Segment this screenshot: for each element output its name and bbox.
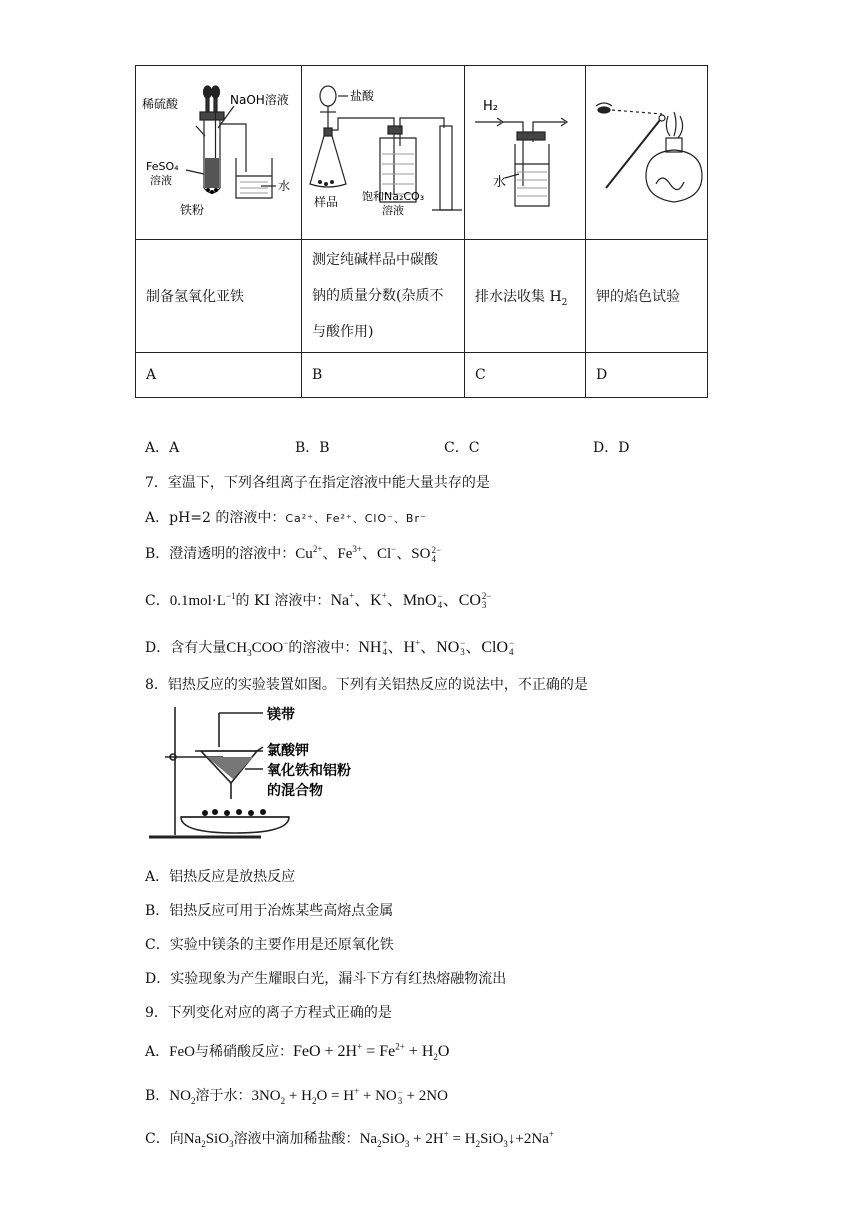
desc-c: 排水法收集 $H_2$ — [465, 240, 586, 353]
label-h2: H₂ — [483, 99, 498, 114]
label-mg-ribbon: 镁带 — [267, 707, 295, 723]
q8-option-c[interactable]: C．实验中镁条的主要作用是还原氧化铁 — [145, 937, 394, 953]
q8-stem: 8．铝热反应的实验装置如图。下列有关铝热反应的说法中，不正确的是 — [145, 677, 588, 693]
q8-option-a[interactable]: A．铝热反应是放热反应 — [145, 869, 296, 885]
desc-b-line-2: 钠的质量分数(杂质不 — [312, 288, 444, 304]
q7-option-a[interactable]: A．pH=2 的溶液中：Ca²⁺、Fe²⁺、ClO⁻、Br⁻ — [145, 510, 427, 526]
letter-d: D — [586, 353, 708, 398]
apparatus-table — [135, 65, 708, 398]
figure-d-cell — [586, 66, 708, 240]
q6-option-d[interactable]: D．D — [593, 440, 630, 456]
figure-b-cell — [302, 66, 465, 240]
q7-option-d[interactable]: D．含有大量$CH_3COO^-$的溶液中：NH + 4 、H+、NO − 3 、ClO − 4 — [145, 637, 515, 658]
label-solution-a: 溶液 — [150, 174, 172, 187]
q8-option-d[interactable]: D．实验现象为产生耀眼白光，漏斗下方有红热熔融物流出 — [145, 971, 507, 987]
label-water-c: 水 — [493, 175, 507, 190]
letter-a: A — [136, 353, 302, 398]
desc-d: 钾的焰色试验 — [586, 240, 708, 353]
label-dilute-sulfuric-acid: 稀硫酸 — [142, 97, 179, 111]
q7-stem: 7．室温下，下列各组离子在指定溶液中能大量共存的是 — [145, 475, 490, 491]
potassium-flame-test-figure — [586, 66, 708, 235]
letter-c: C — [465, 353, 586, 398]
label-iron-powder: 铁粉 — [180, 203, 205, 217]
figure-a-cell — [136, 66, 302, 240]
label-kclo3: 氯酸钾 — [267, 743, 309, 759]
label-water-a: 水 — [278, 179, 291, 193]
q9-stem: 9．下列变化对应的离子方程式正确的是 — [145, 1005, 392, 1021]
label-solution-b: 溶液 — [382, 204, 404, 217]
desc-a: 制备氢氧化亚铁 — [136, 240, 302, 353]
q6-option-c[interactable]: C．C — [444, 440, 480, 456]
ferrous-hydroxide-apparatus-figure — [136, 66, 302, 235]
soda-ash-purity-apparatus-figure — [302, 66, 465, 235]
label-feso4: FeSO₄ — [146, 160, 179, 173]
q7-option-c[interactable]: C．$0.1mol\cdot L^{-1}$的 KI 溶液中：Na+、K+、MnO − 4 、CO 2− 3 — [145, 590, 492, 611]
thermite-apparatus-figure — [145, 703, 375, 845]
q8-option-b[interactable]: B．铝热反应可用于冶炼某些高熔点金属 — [145, 903, 394, 919]
q9-option-a[interactable]: A．FeO与稀硝酸反应：FeO + $2H^+ = Fe^{2+} + H_2O$ — [145, 1041, 450, 1063]
h2-water-collection-figure — [465, 66, 586, 235]
desc-b-line-3: 与酸作用) — [312, 324, 374, 340]
figure-c-cell — [465, 66, 586, 240]
label-naoh-solution: NaOH溶液 — [230, 93, 289, 107]
q6-option-a[interactable]: A．A — [145, 440, 180, 456]
letter-b: B — [302, 353, 465, 398]
label-hydrochloric-acid: 盐酸 — [350, 89, 375, 103]
label-saturated-na2co3: 饱和Na₂CO₃ — [362, 190, 425, 203]
q7-option-b[interactable]: B．澄清透明的溶液中：$Cu^{2+}$、$Fe^{3+}$、Cl−、SO 2− 4 — [145, 544, 442, 564]
q9-option-b[interactable]: B．$NO_2$溶于水：$3NO_2 + H_2O = H^+$ + NO − 3 + 2NO — [145, 1086, 448, 1106]
desc-b — [302, 240, 465, 353]
label-sample: 样品 — [314, 195, 339, 209]
desc-b-line-1: 测定纯碱样品中碳酸 — [312, 252, 438, 268]
label-mixture-line-1: 氧化铁和铝粉 — [267, 763, 351, 779]
q6-option-b[interactable]: B．B — [295, 440, 330, 456]
q9-option-c[interactable]: C．向$Na_2SiO_3$溶液中滴加稀盐酸：$Na_2SiO_3 + 2H^+$ = $H_2SiO_3↓+2Na^+$ — [145, 1129, 554, 1149]
label-mixture-line-2: 的混合物 — [267, 783, 323, 799]
